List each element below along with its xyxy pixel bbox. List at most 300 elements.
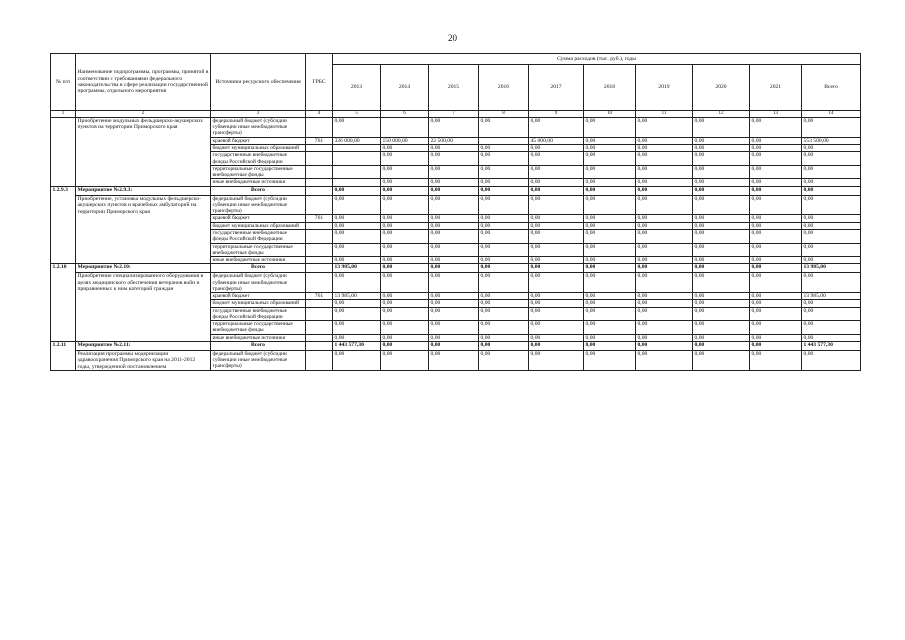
column-index: 2 (76, 111, 211, 118)
cell-value: 0,00 (381, 222, 429, 229)
cell-value: 0,00 (693, 300, 750, 307)
activity-description: Приобретение, установка модульных фельдшерско-акушерских пунктов и врачебных амбулаторий на территории Приморского края (76, 195, 211, 264)
cell-value: 0,00 (584, 292, 636, 299)
cell-value: 0,00 (636, 342, 693, 351)
row-number (51, 118, 76, 187)
cell-value: 0,00 (584, 264, 636, 273)
row-number: 1.2.10 (51, 264, 76, 342)
column-index: 10 (584, 111, 636, 118)
cell-value: 0,00 (636, 179, 693, 186)
cell-value: 0,00 (750, 222, 802, 229)
cell-value: 0,00 (429, 222, 479, 229)
row-grbs (306, 243, 333, 256)
row-grbs (306, 195, 333, 215)
column-index: 1 (51, 111, 76, 118)
cell-value: 0,00 (584, 186, 636, 195)
cell-value (479, 137, 529, 144)
header-year: Всего (802, 65, 861, 111)
cell-value: 0,00 (750, 230, 802, 243)
activity-title: Мероприятие №2.9.3: (76, 186, 211, 195)
cell-value: 0,00 (381, 256, 429, 263)
cell-value: 0,00 (693, 222, 750, 229)
activity-title: Мероприятие №2.10: (76, 264, 211, 273)
cell-value: 0,00 (429, 243, 479, 256)
cell-value: 0,00 (381, 230, 429, 243)
cell-value: 0,00 (333, 321, 381, 334)
cell-value: 0,00 (802, 222, 861, 229)
cell-value: 0,00 (693, 215, 750, 222)
cell-value: 0,00 (750, 334, 802, 341)
cell-value: 0,00 (584, 230, 636, 243)
cell-value: 0,00 (750, 186, 802, 195)
cell-value: 0,00 (750, 165, 802, 178)
cell-value: 336 000,00 (333, 137, 381, 144)
cell-value: 0,00 (750, 273, 802, 293)
row-category: территориальные государственные внебюджетные фонды (211, 321, 306, 334)
row-category: краевой бюджет (211, 137, 306, 144)
cell-value: 0,00 (636, 222, 693, 229)
cell-value: 0,00 (479, 351, 529, 371)
cell-value: 0,00 (333, 334, 381, 341)
row-category: иные внебюджетные источники (211, 179, 306, 186)
cell-value (333, 145, 381, 152)
row-category: федеральный бюджет (субсидии субвенции иные межбюджетные трансферты) (211, 351, 306, 371)
cell-value: 0,00 (693, 186, 750, 195)
cell-value: 0,00 (333, 273, 381, 293)
cell-value: 0,00 (636, 215, 693, 222)
cell-value: 0,00 (584, 165, 636, 178)
row-grbs (306, 334, 333, 341)
cell-value: 0,00 (479, 334, 529, 341)
row-category: Всего (211, 186, 306, 195)
cell-value: 0,00 (381, 145, 429, 152)
cell-value: 0,00 (584, 243, 636, 256)
cell-value: 0,00 (802, 195, 861, 215)
cell-value: 0,00 (381, 186, 429, 195)
cell-value: 0,00 (693, 307, 750, 320)
cell-value: 0,00 (802, 165, 861, 178)
cell-value: 0,00 (693, 351, 750, 371)
cell-value: 0,00 (529, 145, 584, 152)
cell-value: 0,00 (584, 256, 636, 263)
row-category: иные внебюджетные источники (211, 256, 306, 263)
cell-value: 0,00 (584, 222, 636, 229)
cell-value: 0,00 (750, 215, 802, 222)
cell-value: 0,00 (333, 256, 381, 263)
cell-value: 553 500,00 (802, 137, 861, 144)
row-category: Всего (211, 264, 306, 273)
cell-value: 0,00 (381, 195, 429, 215)
header-no: № п/п (51, 54, 76, 111)
cell-value: 0,00 (381, 300, 429, 307)
cell-value: 0,00 (693, 179, 750, 186)
cell-value: 13 985,00 (333, 264, 381, 273)
cell-value: 0,00 (693, 145, 750, 152)
activity-description: Приобретение модульных фельдшерско-акушерских пунктов на территории Приморского края (76, 118, 211, 187)
cell-value: 0,00 (429, 307, 479, 320)
row-grbs (306, 230, 333, 243)
cell-value: 0,00 (381, 215, 429, 222)
cell-value: 0,00 (693, 273, 750, 293)
cell-value: 0,00 (636, 195, 693, 215)
row-grbs (306, 152, 333, 165)
cell-value: 0,00 (479, 179, 529, 186)
page-number: 20 (448, 33, 457, 43)
row-grbs (306, 273, 333, 293)
cell-value: 0,00 (529, 186, 584, 195)
cell-value: 0,00 (429, 321, 479, 334)
cell-value: 0,00 (429, 351, 479, 371)
cell-value: 0,00 (693, 137, 750, 144)
column-index: 8 (479, 111, 529, 118)
row-grbs (306, 145, 333, 152)
cell-value: 0,00 (529, 118, 584, 138)
cell-value: 0,00 (429, 145, 479, 152)
cell-value: 0,00 (802, 230, 861, 243)
cell-value (381, 118, 429, 138)
header-year: 2020 (693, 65, 750, 111)
cell-value: 0,00 (584, 307, 636, 320)
cell-value: 0,00 (693, 165, 750, 178)
cell-value: 0,00 (381, 334, 429, 341)
cell-value: 0,00 (636, 152, 693, 165)
cell-value: 0,00 (381, 307, 429, 320)
cell-value: 0,00 (750, 321, 802, 334)
cell-value: 0,00 (802, 145, 861, 152)
cell-value: 0,00 (479, 264, 529, 273)
row-grbs (306, 222, 333, 229)
budget-table (50, 53, 861, 371)
row-grbs: 761 (306, 137, 333, 144)
row-grbs (306, 351, 333, 371)
cell-value: 13 985,00 (802, 292, 861, 299)
cell-value: 0,00 (529, 264, 584, 273)
row-grbs (306, 307, 333, 320)
cell-value: 0,00 (750, 152, 802, 165)
cell-value: 0,00 (333, 243, 381, 256)
header-sum: Сумма расходов (тыс. руб.), годы (333, 54, 861, 65)
column-index: 4 (306, 111, 333, 118)
row-grbs (306, 342, 333, 351)
cell-value: 0,00 (802, 152, 861, 165)
row-grbs: 761 (306, 292, 333, 299)
cell-value: 1 443 577,30 (333, 342, 381, 351)
cell-value: 0,00 (479, 195, 529, 215)
cell-value: 0,00 (584, 351, 636, 371)
cell-value: 0,00 (429, 334, 479, 341)
cell-value: 0,00 (584, 334, 636, 341)
cell-value: 0,00 (636, 186, 693, 195)
cell-value: 0,00 (584, 342, 636, 351)
cell-value: 0,00 (750, 264, 802, 273)
cell-value: 0,00 (584, 321, 636, 334)
cell-value: 0,00 (802, 118, 861, 138)
cell-value: 0,00 (636, 118, 693, 138)
header-grbs: ГРБС (306, 54, 333, 111)
cell-value: 0,00 (529, 292, 584, 299)
header-year: 2015 (429, 65, 479, 111)
header-year: 2014 (381, 65, 429, 111)
header-year: 2016 (479, 65, 529, 111)
cell-value: 13 985,00 (333, 292, 381, 299)
cell-value: 0,00 (750, 118, 802, 138)
cell-value: 0,00 (750, 342, 802, 351)
row-category: федеральный бюджет (субсидии субвенции иные межбюджетные трансферты) (211, 195, 306, 215)
cell-value: 0,00 (479, 273, 529, 293)
cell-value: 0,00 (429, 256, 479, 263)
cell-value: 0,00 (479, 307, 529, 320)
column-index: 7 (429, 111, 479, 118)
cell-value: 0,00 (529, 230, 584, 243)
cell-value: 0,00 (802, 179, 861, 186)
cell-value: 0,00 (693, 243, 750, 256)
cell-value: 0,00 (333, 215, 381, 222)
cell-value (333, 152, 381, 165)
cell-value: 0,00 (693, 264, 750, 273)
cell-value: 0,00 (479, 165, 529, 178)
row-grbs (306, 186, 333, 195)
cell-value: 0,00 (750, 300, 802, 307)
cell-value: 0,00 (333, 351, 381, 371)
cell-value: 0,00 (636, 243, 693, 256)
header-year: 2019 (636, 65, 693, 111)
cell-value: 0,00 (429, 300, 479, 307)
cell-value: 0,00 (584, 118, 636, 138)
column-index: 6 (381, 111, 429, 118)
cell-value: 0,00 (479, 215, 529, 222)
cell-value: 150 000,00 (381, 137, 429, 144)
cell-value: 0,00 (479, 222, 529, 229)
cell-value: 0,00 (584, 137, 636, 144)
header-year: 2018 (584, 65, 636, 111)
cell-value: 0,00 (479, 145, 529, 152)
cell-value: 0,00 (333, 222, 381, 229)
cell-value: 0,00 (636, 145, 693, 152)
row-number: 1.2.9.3 (51, 186, 76, 264)
cell-value: 0,00 (693, 256, 750, 263)
column-index: 3 (211, 111, 306, 118)
row-grbs (306, 264, 333, 273)
cell-value: 0,00 (636, 256, 693, 263)
cell-value: 0,00 (693, 195, 750, 215)
cell-value: 0,00 (479, 186, 529, 195)
table-row (51, 186, 861, 195)
cell-value: 0,00 (529, 222, 584, 229)
header-name: Наименование подпрограммы, программы, принятой в соответствии с требованиями федерального законодательства в сфере реализации государственной программы, отдельного мероприятия (76, 54, 211, 111)
activity-description: Приобретение специализированного оборудования в целях медицинского обеспечения ветеранов войн и приравненных к ним категорий граждан (76, 273, 211, 342)
cell-value: 0,00 (802, 243, 861, 256)
row-category: федеральный бюджет (субсидии субвенции иные межбюджетные трансферты) (211, 273, 306, 293)
cell-value: 0,00 (802, 186, 861, 195)
cell-value: 0,00 (381, 243, 429, 256)
cell-value: 0,00 (529, 215, 584, 222)
cell-value: 0,00 (584, 215, 636, 222)
cell-value: 0,00 (333, 195, 381, 215)
cell-value: 0,00 (381, 165, 429, 178)
cell-value: 0,00 (479, 152, 529, 165)
cell-value: 0,00 (429, 342, 479, 351)
header-year: 2021 (750, 65, 802, 111)
row-category: краевой бюджет (211, 215, 306, 222)
cell-value: 0,00 (529, 273, 584, 293)
cell-value: 0,00 (802, 215, 861, 222)
row-category: бюджет муниципальных образований (211, 145, 306, 152)
cell-value: 0,00 (333, 186, 381, 195)
cell-value: 0,00 (584, 273, 636, 293)
row-category: иные внебюджетные источники (211, 334, 306, 341)
column-index: 5 (333, 111, 381, 118)
cell-value: 0,00 (636, 292, 693, 299)
cell-value: 0,00 (693, 118, 750, 138)
cell-value: 0,00 (529, 195, 584, 215)
cell-value: 0,00 (429, 152, 479, 165)
table-row (51, 264, 861, 273)
cell-value: 0,00 (584, 145, 636, 152)
cell-value: 0,00 (584, 300, 636, 307)
cell-value: 0,00 (750, 351, 802, 371)
cell-value: 0,00 (529, 321, 584, 334)
cell-value: 0,00 (333, 118, 381, 138)
cell-value: 0,00 (693, 292, 750, 299)
cell-value: 0,00 (429, 195, 479, 215)
row-grbs (306, 165, 333, 178)
row-category: Всего (211, 342, 306, 351)
cell-value: 0,00 (802, 321, 861, 334)
cell-value: 22 500,00 (429, 137, 479, 144)
cell-value: 0,00 (750, 137, 802, 144)
table-row (51, 351, 861, 371)
cell-value: 0,00 (802, 300, 861, 307)
cell-value: 0,00 (429, 292, 479, 299)
row-category: государственные внебюджетные фонды Российской Федерации (211, 307, 306, 320)
cell-value: 0,00 (381, 292, 429, 299)
row-grbs: 761 (306, 215, 333, 222)
cell-value (333, 165, 381, 178)
cell-value: 0,00 (429, 264, 479, 273)
cell-value: 0,00 (381, 342, 429, 351)
cell-value: 0,00 (802, 256, 861, 263)
table-row (51, 195, 861, 215)
cell-value: 0,00 (479, 292, 529, 299)
cell-value: 0,00 (429, 273, 479, 293)
cell-value: 0,00 (479, 342, 529, 351)
cell-value: 0,00 (584, 179, 636, 186)
row-category: государственные внебюджетные фонды Российской Федерации (211, 152, 306, 165)
cell-value: 45 000,00 (529, 137, 584, 144)
cell-value: 0,00 (429, 165, 479, 178)
row-grbs (306, 321, 333, 334)
cell-value: 0,00 (381, 321, 429, 334)
cell-value: 0,00 (636, 334, 693, 341)
cell-value: 0,00 (429, 118, 479, 138)
cell-value: 0,00 (479, 243, 529, 256)
cell-value: 0,00 (479, 321, 529, 334)
cell-value: 0,00 (750, 195, 802, 215)
cell-value: 0,00 (529, 256, 584, 263)
activity-description: Реализация программы модернизации здравоохранения Приморского края на 2011-2012 годы, утвержденной постановлением (76, 351, 211, 371)
cell-value: 0,00 (636, 137, 693, 144)
row-grbs (306, 300, 333, 307)
cell-value: 0,00 (636, 165, 693, 178)
table-row (51, 342, 861, 351)
cell-value: 0,00 (584, 195, 636, 215)
cell-value: 0,00 (636, 230, 693, 243)
cell-value: 0,00 (693, 152, 750, 165)
header-year: 2017 (529, 65, 584, 111)
cell-value: 0,00 (750, 243, 802, 256)
cell-value: 0,00 (802, 307, 861, 320)
row-category: бюджет муниципальных образований (211, 222, 306, 229)
cell-value: 0,00 (429, 186, 479, 195)
cell-value: 0,00 (429, 215, 479, 222)
cell-value: 0,00 (750, 179, 802, 186)
cell-value: 0,00 (429, 230, 479, 243)
cell-value: 0,00 (479, 118, 529, 138)
row-category: государственные внебюджетные фонды Российской Федерации (211, 230, 306, 243)
row-category: бюджет муниципальных образований (211, 300, 306, 307)
cell-value: 13 985,00 (802, 264, 861, 273)
cell-value: 0,00 (750, 256, 802, 263)
cell-value: 0,00 (693, 342, 750, 351)
cell-value: 0,00 (479, 256, 529, 263)
row-number: 1.2.11 (51, 342, 76, 371)
cell-value: 0,00 (529, 351, 584, 371)
row-category: федеральный бюджет (субсидии субвенции иные межбюджетные трансферты) (211, 118, 306, 138)
cell-value: 0,00 (636, 351, 693, 371)
cell-value: 0,00 (693, 321, 750, 334)
column-index: 12 (693, 111, 750, 118)
cell-value (333, 179, 381, 186)
cell-value: 0,00 (333, 300, 381, 307)
cell-value: 0,00 (750, 292, 802, 299)
cell-value: 0,00 (381, 179, 429, 186)
cell-value: 0,00 (693, 334, 750, 341)
cell-value: 0,00 (333, 230, 381, 243)
cell-value: 0,00 (529, 243, 584, 256)
header-year: 2013 (333, 65, 381, 111)
cell-value: 0,00 (750, 307, 802, 320)
row-grbs (306, 256, 333, 263)
cell-value: 0,00 (529, 152, 584, 165)
cell-value: 0,00 (529, 307, 584, 320)
cell-value: 0,00 (636, 321, 693, 334)
cell-value: 0,00 (529, 179, 584, 186)
row-category: краевой бюджет (211, 292, 306, 299)
cell-value: 0,00 (750, 145, 802, 152)
cell-value: 0,00 (381, 273, 429, 293)
header-source: Источники ресурсного обеспечения (211, 54, 306, 111)
column-index: 11 (636, 111, 693, 118)
table-row (51, 118, 861, 138)
cell-value: 0,00 (381, 264, 429, 273)
cell-value: 0,00 (636, 307, 693, 320)
cell-value: 0,00 (529, 334, 584, 341)
cell-value: 0,00 (381, 152, 429, 165)
row-grbs (306, 118, 333, 138)
column-index: 9 (529, 111, 584, 118)
cell-value: 0,00 (636, 300, 693, 307)
cell-value: 0,00 (479, 300, 529, 307)
cell-value: 0,00 (636, 273, 693, 293)
cell-value: 0,00 (693, 230, 750, 243)
cell-value: 0,00 (636, 264, 693, 273)
activity-title: Мероприятие №2.11: (76, 342, 211, 351)
row-category: территориальные государственные внебюджетные фонды (211, 243, 306, 256)
column-index: 13 (750, 111, 802, 118)
table-row (51, 273, 861, 293)
cell-value: 0,00 (429, 179, 479, 186)
row-category: территориальные государственные внебюджетные фонды (211, 165, 306, 178)
